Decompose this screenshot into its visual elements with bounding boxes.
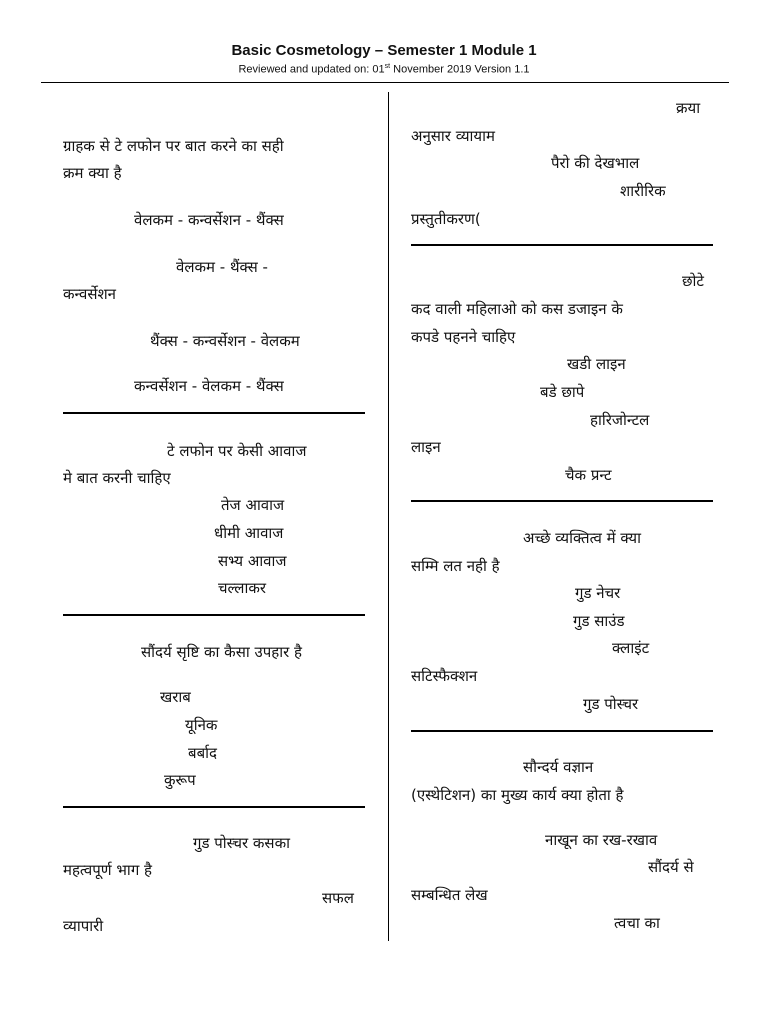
right-q3-option-3: त्वचा का (614, 914, 660, 932)
right-divider-2 (411, 500, 713, 502)
subtitle-sup: st (384, 63, 391, 70)
question-1-option-2: वेलकम - थैंक्स - (176, 258, 268, 276)
question-1-line-1: ग्राहक से टे लफोन पर बात करने का सही (63, 137, 284, 155)
right-q2-option-4: गुड पोस्चर (583, 695, 639, 713)
question-1-line-2: क्रम क्या है (63, 164, 122, 182)
right-q3-option-2-cont: सम्बन्धित लेख (411, 886, 488, 904)
question-2-line-2: मे बात करनी चाहिए (63, 469, 171, 487)
document-subtitle (0, 63, 768, 76)
right-q2-option-2: गुड साउंड (573, 612, 625, 630)
right-q2-line-1: अच्छे व्यक्तित्व में क्या (523, 529, 641, 547)
question-2-option-4: चल्लाकर (218, 579, 267, 597)
right-q1-line-3: कपडे पहनने चाहिए (411, 328, 516, 346)
right-q1-option-3-cont: लाइन (411, 438, 441, 456)
column-divider (388, 92, 389, 941)
question-4-line-1: गुड पोस्चर कसका (193, 834, 290, 852)
right-divider-3 (411, 730, 713, 732)
right-q2-option-3: क्लाइंट (612, 639, 650, 657)
question-3-option-3: बर्बाद (188, 744, 217, 762)
question-3-option-1: खराब (160, 688, 191, 706)
right-q3-line-2: (एस्थेटिशन) का मुख्य कार्य क्या होता है (411, 786, 624, 804)
right-q1-line-1: छोटे (682, 272, 704, 290)
left-divider-2 (63, 614, 365, 616)
question-2-option-3: सभ्य आवाज (218, 552, 287, 570)
question-2-option-2: धीमी आवाज (214, 524, 284, 542)
right-divider-1 (411, 244, 713, 246)
right-q0-line-4: शारीरिक (620, 182, 666, 200)
question-4-option-1: सफल (322, 889, 354, 907)
right-q3-option-2: सौंदर्य से (648, 858, 694, 876)
question-3-option-2: यूनिक (185, 716, 218, 734)
right-q0-line-3: पैरो की देखभाल (551, 154, 640, 172)
left-divider-3 (63, 806, 365, 808)
subtitle-prefix: Reviewed and updated on: 01 (238, 63, 385, 76)
right-q3-line-1: सौन्दर्य वज्ञान (523, 758, 594, 776)
question-3-option-4: कुरूप (164, 771, 196, 789)
right-q1-option-4: चैक प्रन्ट (565, 466, 612, 484)
left-divider-1 (63, 412, 365, 414)
subtitle-suffix: November 2019 Version 1.1 (390, 63, 530, 76)
right-q2-option-3-cont: सटिस्फैक्शन (411, 667, 478, 685)
question-1-option-3: थैंक्स - कन्वर्सेशन - वेलकम (150, 332, 300, 350)
question-1-option-4: कन्वर्सेशन - वेलकम - थैंक्स (134, 377, 284, 395)
question-4-option-1-cont: व्यापारी (63, 917, 104, 935)
question-3-line-1: सौंदर्य सृष्टि का कैसा उपहार है (141, 643, 302, 661)
document-title: Basic Cosmetology – Semester 1 Module 1 (231, 42, 537, 59)
right-q0-line-1: क्रया (676, 99, 701, 117)
question-1-option-2-cont: कन्वर्सेशन (63, 285, 117, 303)
question-4-line-2: महत्वपूर्ण भाग है (63, 861, 152, 879)
right-q2-line-2: सम्मि लत नही है (411, 557, 500, 575)
question-1-option-1: वेलकम - कन्वर्सेशन - थैंक्स (134, 211, 284, 229)
right-q0-line-5: प्रस्तुतीकरण( (411, 210, 481, 228)
right-q1-line-2: कद वाली महिलाओ को कस डजाइन के (411, 300, 623, 318)
header-divider (41, 82, 729, 83)
right-q1-option-1: खडी लाइन (567, 355, 626, 373)
right-q2-option-1: गुड नेचर (575, 584, 621, 602)
question-2-line-1: टे लफोन पर केसी आवाज (167, 442, 307, 460)
right-q1-option-3: हारिजोन्टल (590, 411, 650, 429)
question-2-option-1: तेज आवाज (221, 496, 285, 514)
right-q1-option-2: बडे छापे (540, 383, 585, 401)
right-q3-option-1: नाखून का रख-रखाव (545, 831, 658, 849)
right-q0-line-2: अनुसार व्यायाम (411, 127, 495, 145)
